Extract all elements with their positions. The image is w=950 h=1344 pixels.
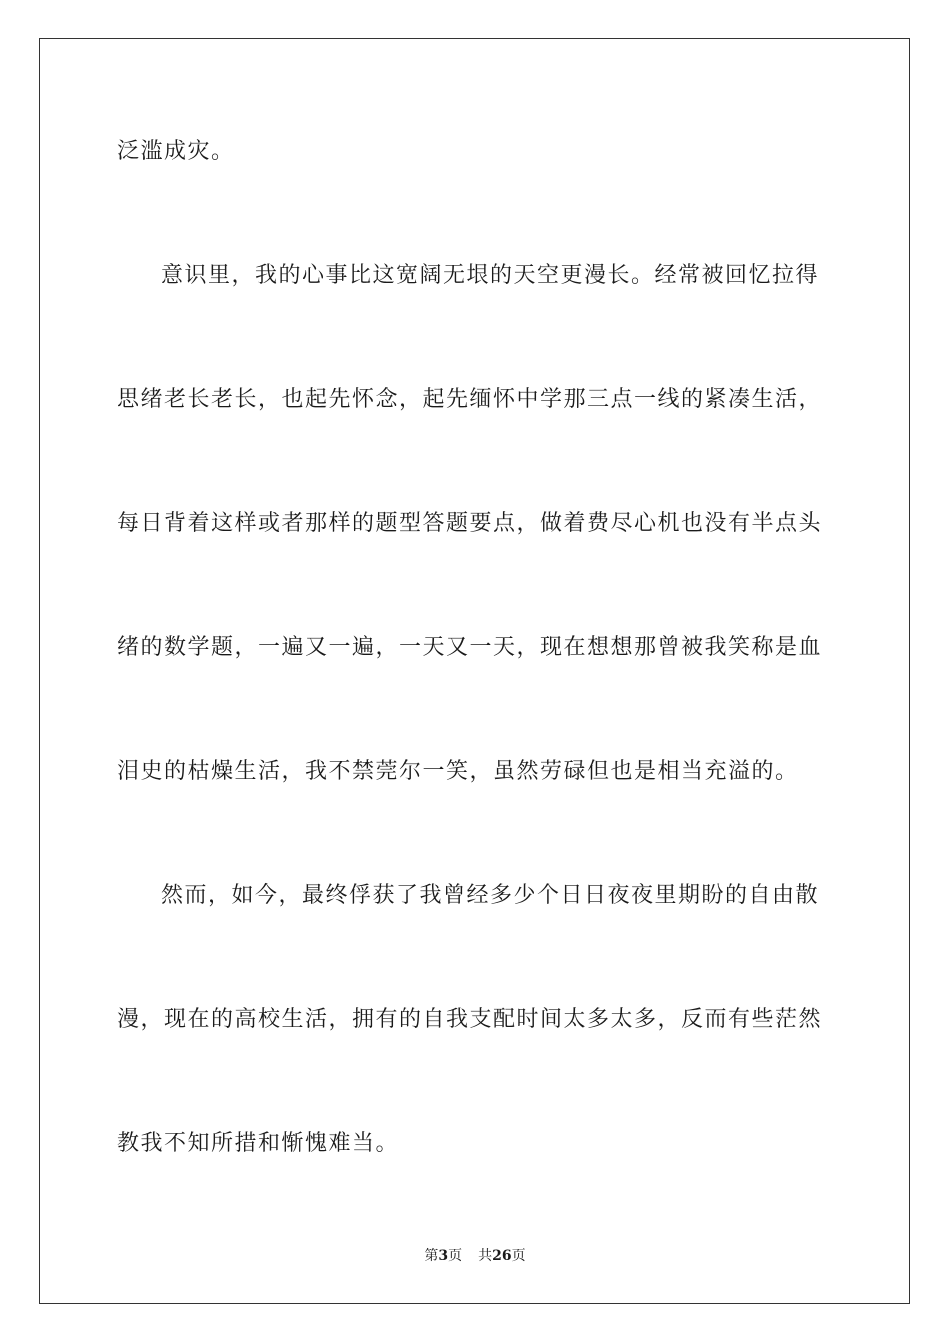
total-suffix: 页 bbox=[511, 1248, 526, 1264]
total-pages: 26 bbox=[492, 1248, 512, 1264]
paragraph-line: 每日背着这样或者那样的题型答题要点，做着费尽心机也没有半点头 bbox=[117, 511, 823, 536]
paragraph-line: 然而，如今，最终俘获了我曾经多少个日日夜夜里期盼的自由散 bbox=[161, 883, 820, 908]
paragraph-line: 泪史的枯燥生活，我不禁莞尔一笑，虽然劳碌但也是相当充溢的。 bbox=[117, 759, 799, 784]
paragraph-line: 教我不知所措和惭愧难当。 bbox=[117, 1131, 400, 1156]
page-number: 3 bbox=[438, 1248, 449, 1264]
paragraph-line: 绪的数学题，一遍又一遍，一天又一天，现在想想那曾被我笑称是血 bbox=[117, 635, 823, 660]
paragraph-line: 意识里，我的心事比这宽阔无垠的天空更漫长。经常被回忆拉得 bbox=[161, 263, 820, 288]
page-prefix: 第 bbox=[424, 1248, 439, 1264]
page-suffix: 页 bbox=[448, 1248, 463, 1264]
total-prefix: 共 bbox=[478, 1248, 493, 1264]
paragraph-line: 思绪老长老长，也起先怀念，起先缅怀中学那三点一线的紧凑生活， bbox=[117, 387, 823, 412]
page-footer bbox=[0, 1246, 950, 1266]
page-border bbox=[39, 38, 910, 1304]
paragraph-line: 漫，现在的高校生活，拥有的自我支配时间太多太多，反而有些茫然 bbox=[117, 1007, 823, 1032]
paragraph-line: 泛滥成灾。 bbox=[117, 139, 235, 164]
